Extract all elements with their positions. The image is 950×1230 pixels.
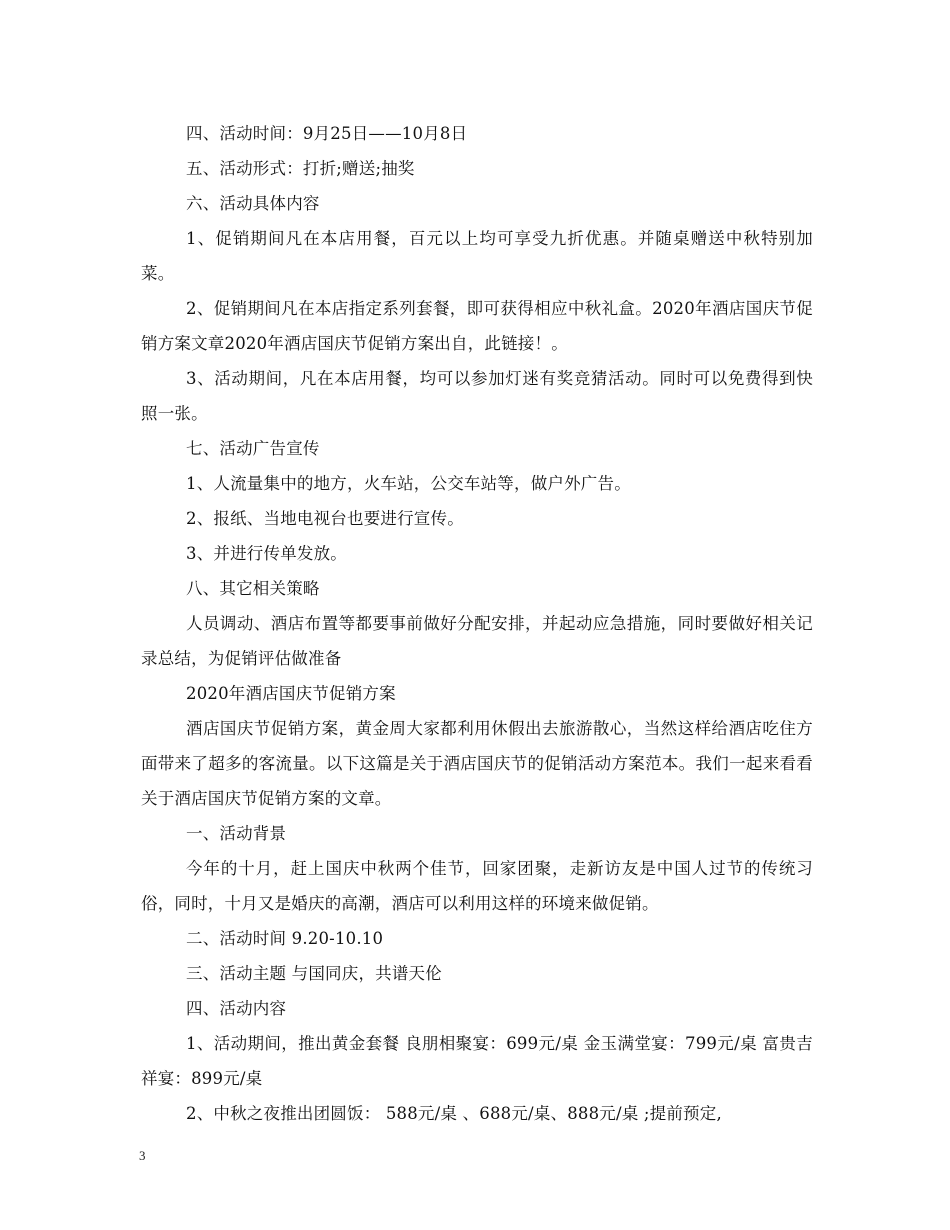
paragraph: 2、报纸、当地电视台也要进行宣传。 — [186, 509, 464, 528]
paragraph: 3、活动期间，凡在本店用餐，均可以参加灯迷有奖竞猜活动。同时可以免费得到快照一张。 — [141, 369, 813, 423]
paragraph: 1、人流量集中的地方，火车站，公交车站等，做户外广告。 — [186, 474, 631, 493]
paragraph: 1、活动期间，推出黄金套餐 良朋相聚宴：699元/桌 金玉满堂宴：799元/桌 富贵吉祥宴：899元/桌 — [141, 1034, 813, 1088]
paragraph: 2020年酒店国庆节促销方案 — [186, 684, 396, 703]
paragraph: 2、促销期间凡在本店指定系列套餐，即可获得相应中秋礼盒。2020年酒店国庆节促销方案文章2020年酒店国庆节促销方案出自，此链接！。 — [141, 299, 813, 353]
paragraph: 今年的十月，赶上国庆中秋两个佳节，回家团聚，走新访友是中国人过节的传统习俗，同时，十月又是婚庆的高潮，酒店可以利用这样的环境来做促销。 — [141, 859, 813, 913]
paragraph: 五、活动形式：打折;赠送;抽奖 — [186, 159, 415, 178]
paragraph: 八、其它相关策略 — [186, 579, 320, 598]
paragraph: 六、活动具体内容 — [186, 194, 320, 213]
page-number: 3 — [139, 1148, 146, 1163]
document-body — [141, 116, 813, 1131]
paragraph: 四、活动内容 — [186, 999, 287, 1018]
paragraph: 七、活动广告宣传 — [186, 439, 320, 458]
paragraph: 酒店国庆节促销方案，黄金周大家都利用休假出去旅游散心，当然这样给酒店吃住方面带来了超多的客流量。以下这篇是关于酒店国庆节的促销活动方案范本。我们一起来看看关于酒店国庆节促销方案的文章。 — [141, 719, 813, 808]
paragraph: 2、中秋之夜推出团圆饭： 588元/桌 、688元/桌、888元/桌 ;提前预定, — [186, 1104, 722, 1123]
paragraph: 三、活动主题 与国同庆，共谱天伦 — [186, 964, 442, 983]
paragraph: 二、活动时间 9.20-10.10 — [186, 929, 384, 948]
paragraph: 四、活动时间：9月25日——10月8日 — [186, 124, 468, 143]
paragraph: 人员调动、酒店布置等都要事前做好分配安排，并起动应急措施，同时要做好相关记录总结，为促销评估做准备 — [141, 614, 813, 668]
paragraph: 一、活动背景 — [186, 824, 287, 843]
paragraph: 3、并进行传单发放。 — [186, 544, 347, 563]
paragraph: 1、促销期间凡在本店用餐，百元以上均可享受九折优惠。并随桌赠送中秋特别加菜。 — [141, 229, 813, 283]
